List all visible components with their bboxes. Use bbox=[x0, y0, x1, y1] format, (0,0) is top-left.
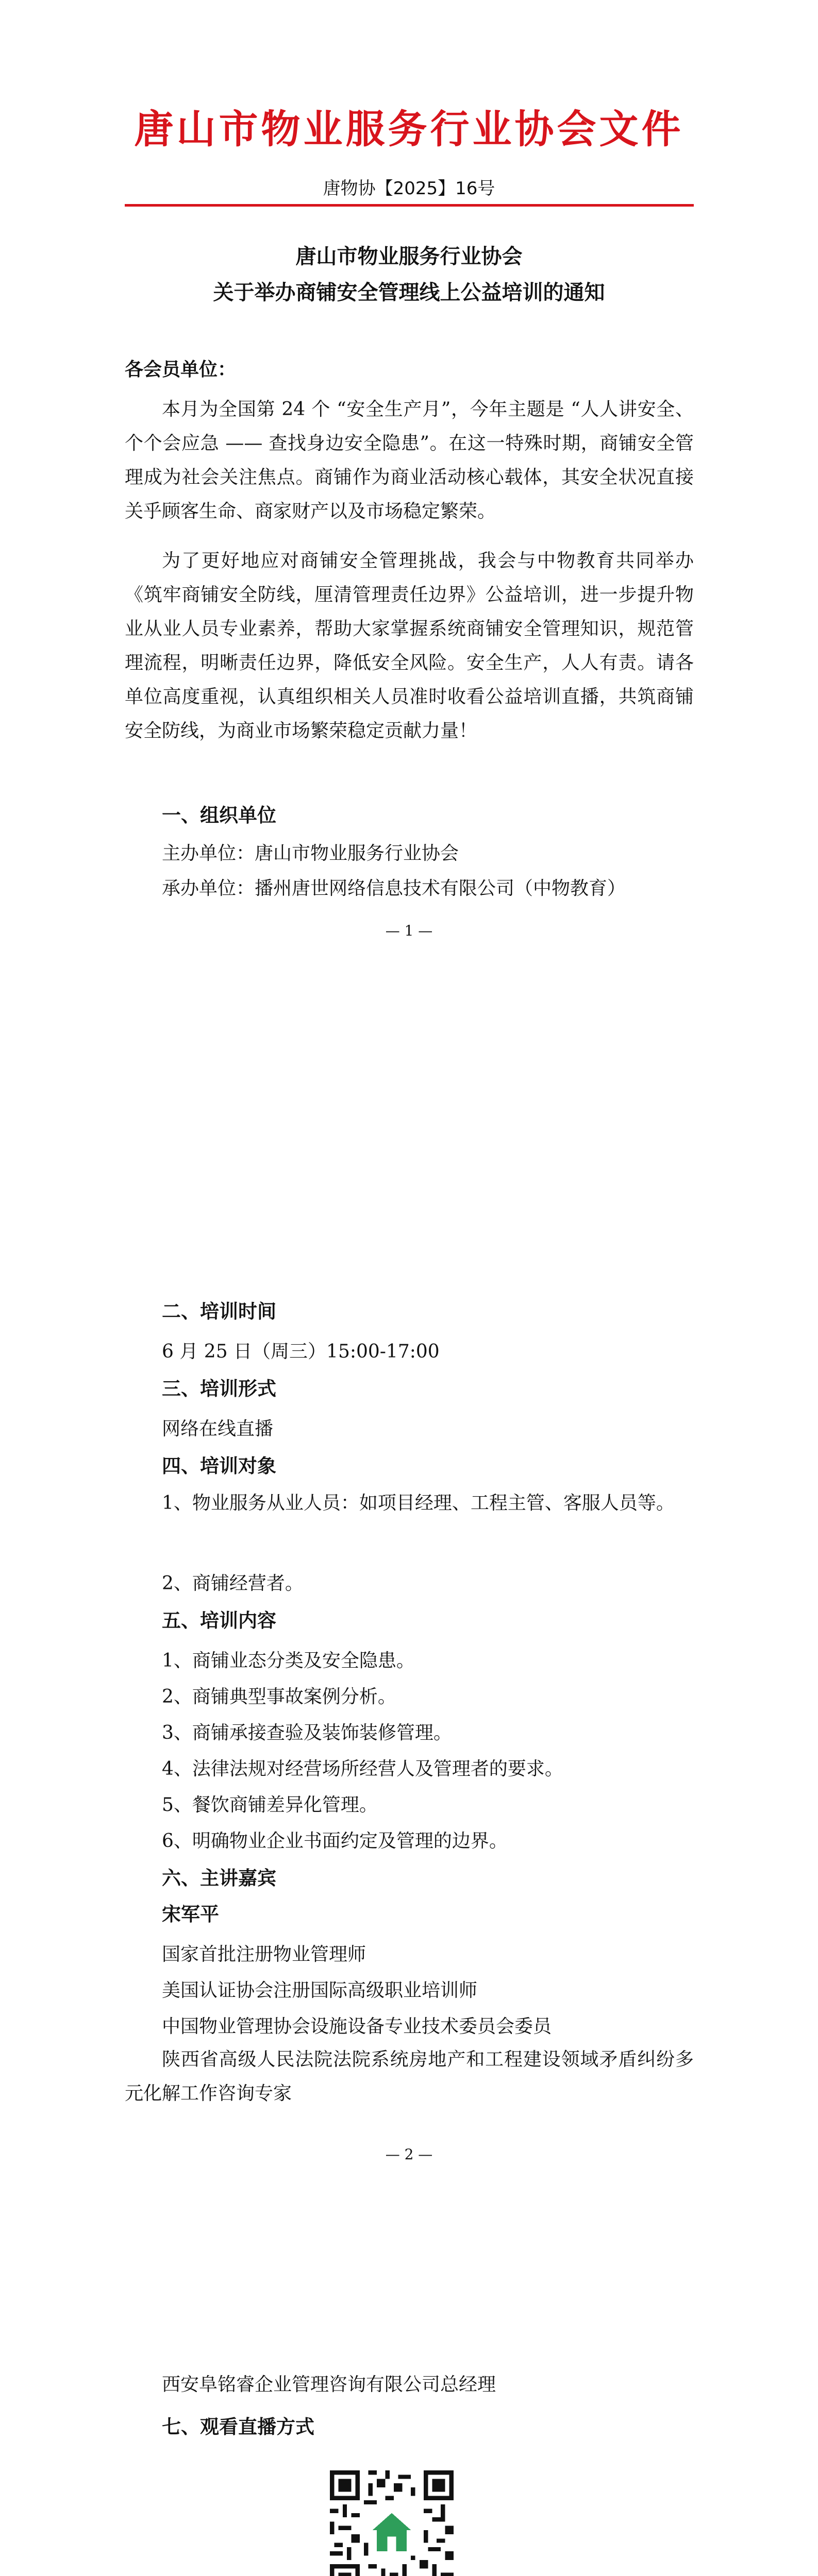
qr-code-icon[interactable] bbox=[330, 2470, 454, 2576]
red-separator-line bbox=[125, 204, 694, 207]
page-3 bbox=[0, 2313, 818, 2576]
salutation: 各会员单位： bbox=[125, 359, 237, 380]
content-item: 6、明确物业企业书面约定及管理的边界。 bbox=[162, 1831, 508, 1852]
training-time: 6 月 25 日（周三）15:00-17:00 bbox=[162, 1341, 440, 1362]
organizer-unit: 承办单位：播州唐世网络信息技术有限公司（中物教育） bbox=[162, 878, 626, 899]
content-item: 3、商铺承接查验及装饰装修管理。 bbox=[162, 1722, 452, 1743]
notice-title-line1: 唐山市物业服务行业协会 bbox=[295, 245, 523, 268]
page-2 bbox=[0, 1157, 818, 2313]
speaker-title: 陕西省高级人民法院法院系统房地产和工程建设领域矛盾纠纷多元化解工作咨询专家 bbox=[125, 2049, 694, 2104]
speaker-title: 美国认证协会注册国际高级职业培训师 bbox=[162, 1980, 478, 2001]
speaker-title: 西安阜铭睿企业管理咨询有限公司总经理 bbox=[162, 2374, 496, 2395]
section-heading-organizers: 一、组织单位 bbox=[162, 804, 276, 826]
section-heading-audience: 四、培训对象 bbox=[162, 1455, 276, 1477]
content-item: 2、商铺典型事故案例分析。 bbox=[162, 1686, 396, 1707]
section-heading-speaker: 六、主讲嘉宾 bbox=[162, 1867, 276, 1889]
host-unit: 主办单位：唐山市物业服务行业协会 bbox=[162, 843, 459, 864]
content-item: 1、商铺业态分类及安全隐患。 bbox=[162, 1650, 415, 1671]
section-heading-watch-method: 七、观看直播方式 bbox=[162, 2416, 314, 2438]
speaker-name: 宋军平 bbox=[162, 1903, 219, 1925]
speaker-title: 国家首批注册物业管理师 bbox=[162, 1944, 366, 1965]
section-heading-format: 三、培训形式 bbox=[162, 1378, 276, 1400]
section-heading-content: 五、培训内容 bbox=[162, 1609, 276, 1632]
training-format: 网络在线直播 bbox=[162, 1418, 274, 1439]
section-heading-time: 二、培训时间 bbox=[162, 1300, 276, 1323]
page-number: — 1 — bbox=[385, 922, 433, 939]
notice-title-line2: 关于举办商铺安全管理线上公益培训的通知 bbox=[213, 281, 605, 304]
page-number: — 2 — bbox=[385, 2146, 433, 2163]
paragraph-purpose: 为了更好地应对商铺安全管理挑战，我会与中物教育共同举办《筑牢商铺安全防线，厘清管理责任边界》公益培训，进一步提升物业从业人员专业素养，帮助大家掌握系统商铺安全管理知识，规范管理流程，明晰责任边界，降低安全风险。安全生产，人人有责。请各单位高度重视，认真组织相关人员准时收看公益培训直播，共筑商铺安全防线，为商业市场繁荣稳定贡献力量！ bbox=[125, 550, 694, 741]
document-header-title: 唐山市物业服务行业协会文件 bbox=[134, 106, 684, 152]
content-item: 5、餐饮商铺差异化管理。 bbox=[162, 1794, 378, 1816]
speaker-title: 中国物业管理协会设施设备专业技术委员会委员 bbox=[162, 2016, 552, 2037]
content-item: 4、法律法规对经营场所经营人及管理者的要求。 bbox=[162, 1758, 563, 1780]
page-1 bbox=[0, 0, 818, 1157]
audience-item: 1、物业服务从业人员：如项目经理、工程主管、客服人员等。 bbox=[162, 1493, 675, 1514]
audience-item: 2、商铺经营者。 bbox=[162, 1573, 304, 1594]
document-number: 唐物协【2025】16号 bbox=[323, 178, 495, 199]
paragraph-intro: 本月为全国第 24 个 “安全生产月”，今年主题是 “人人讲安全、个个会应急 —— 查找身边安全隐患”。在这一特殊时期，商铺安全管理成为社会关注焦点。商铺作为商业活动核心载体，其安全状况直接关乎顾客生命、商家财产以及市场稳定繁荣。 bbox=[125, 399, 694, 522]
